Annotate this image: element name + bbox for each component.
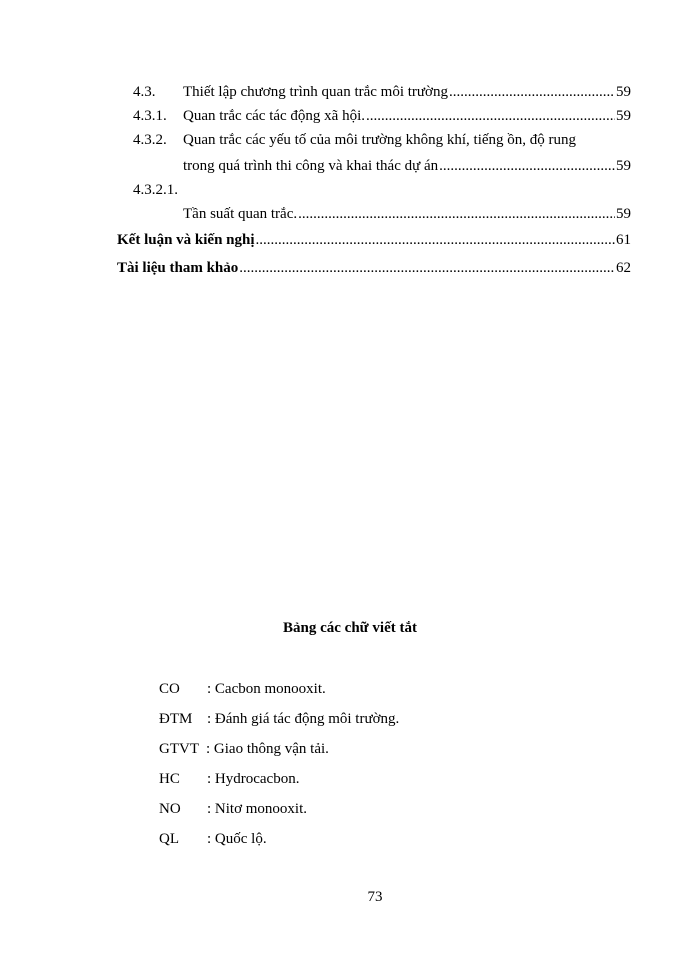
- abbreviation-item: [159, 739, 329, 759]
- toc-entry: [183, 199, 631, 223]
- toc-dot-leader: [366, 107, 615, 125]
- page-number: 73: [367, 889, 383, 905]
- toc-entry: [117, 225, 631, 249]
- abbreviation-code: HC: [159, 771, 180, 787]
- abbreviation-definition: : Giao thông vận tải.: [206, 741, 329, 757]
- abbreviations-title: Bảng các chữ viết tắt: [283, 620, 417, 636]
- toc-dot-leader: [256, 231, 615, 249]
- toc-entry-page: 59: [616, 84, 631, 100]
- toc-entry-title: trong quá trình thi công và khai thác dự án: [183, 158, 439, 174]
- abbreviation-item: [159, 709, 400, 729]
- toc-entry-number: 4.3.: [133, 84, 156, 100]
- toc-entry-title-line1: Quan trắc các yếu tố của môi trường không khí, tiếng ồn, độ rung: [183, 132, 577, 148]
- abbreviation-code: NO: [159, 801, 181, 817]
- abbreviation-code: ĐTM: [159, 711, 193, 727]
- toc-dot-leader: [298, 205, 615, 223]
- abbreviation-item: [159, 679, 326, 699]
- toc-entry-number-row: [133, 175, 333, 199]
- toc-entry-page: 59: [616, 158, 631, 174]
- toc-entry-page: 59: [616, 108, 631, 124]
- toc-entry-title: Kết luận và kiến nghị: [117, 232, 255, 248]
- abbreviation-definition: : Hydrocacbon.: [207, 771, 300, 787]
- toc-entry-number: 4.3.1.: [133, 108, 167, 124]
- abbreviation-code: QL: [159, 831, 179, 847]
- abbreviation-item: [159, 769, 300, 789]
- toc-entry-title: Quan trắc các tác động xã hội.: [183, 108, 365, 124]
- toc-entry-continuation: [133, 125, 631, 149]
- abbreviation-item: [159, 829, 267, 849]
- toc-entry-title: Tài liệu tham khảo: [117, 260, 239, 276]
- toc-dot-leader: [239, 259, 615, 277]
- abbreviation-definition: : Cacbon monooxit.: [207, 681, 326, 697]
- toc-entry: [133, 77, 631, 101]
- toc-entry-title: Tần suất quan trắc.: [183, 206, 298, 222]
- abbreviation-code: GTVT: [159, 741, 199, 757]
- toc-entry: [183, 151, 631, 175]
- toc-dot-leader: [439, 157, 615, 175]
- toc-entry: [133, 101, 631, 125]
- toc-entry-number: 4.3.2.: [133, 132, 167, 148]
- abbreviation-definition: : Nitơ monooxit.: [207, 801, 308, 817]
- toc-entry-title: Thiết lập chương trình quan trắc môi trường: [183, 84, 448, 100]
- toc-entry-page: 62: [616, 260, 631, 276]
- toc-entry-page: 59: [616, 206, 631, 222]
- abbreviation-definition: : Quốc lộ.: [207, 831, 267, 847]
- abbreviation-definition: : Đánh giá tác động môi trường.: [207, 711, 400, 727]
- abbreviation-code: CO: [159, 681, 180, 697]
- toc-entry-page: 61: [616, 232, 631, 248]
- toc-dot-leader: [449, 83, 615, 101]
- toc-entry: [117, 253, 631, 277]
- toc-entry-number: 4.3.2.1.: [133, 182, 178, 198]
- abbreviation-item: [159, 799, 308, 819]
